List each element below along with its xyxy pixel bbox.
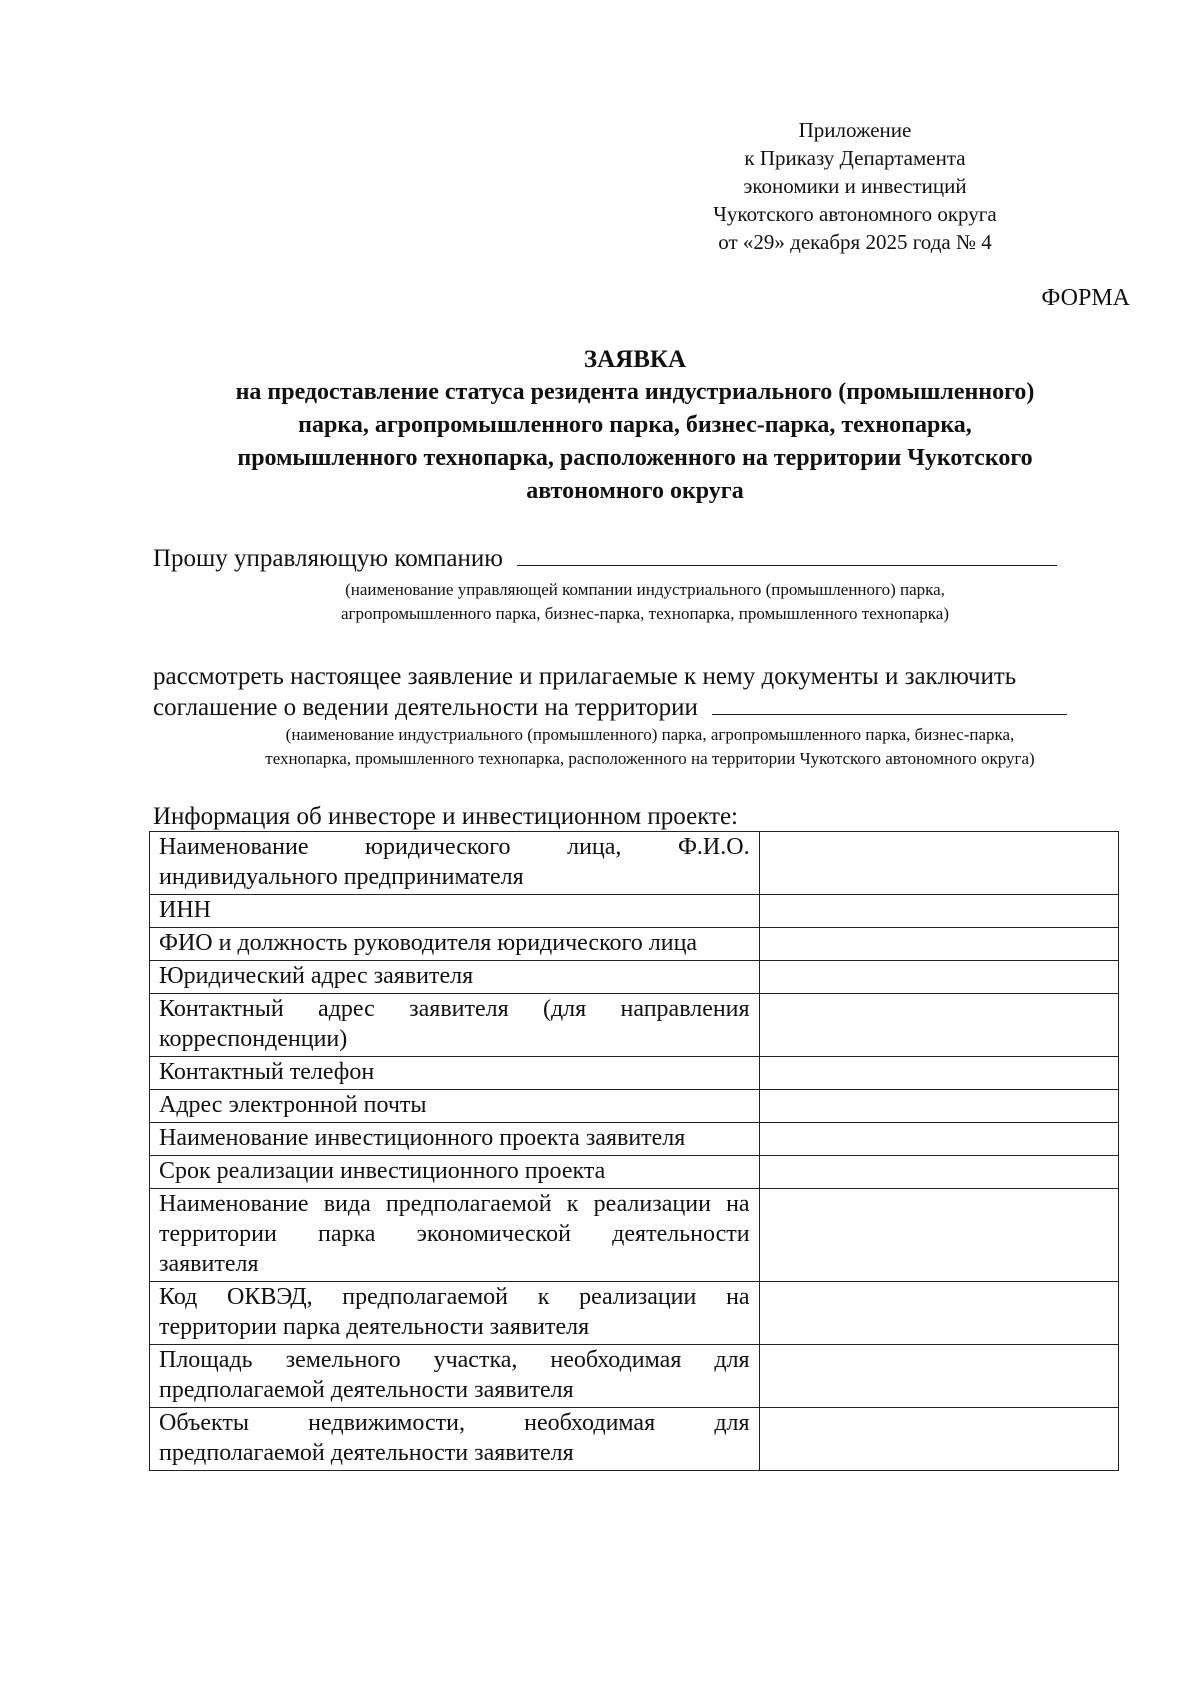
row-value-field[interactable] xyxy=(759,1189,1118,1282)
appendix-line: экономики и инвестиций xyxy=(743,174,967,198)
table-row xyxy=(150,928,1119,961)
row-value-field[interactable] xyxy=(759,832,1118,895)
row-value-field[interactable] xyxy=(759,1282,1118,1345)
title-line: на предоставление статуса резидента индустриального (промышленного) xyxy=(235,379,1035,405)
row-value-field[interactable] xyxy=(759,994,1118,1057)
appendix-line: Чукотского автономного округа xyxy=(713,202,997,226)
row-label: Площадь земельного участка, необходимая для предполагаемой деятельности заявителя xyxy=(150,1345,760,1408)
hint-line: агропромышленного парка, бизнес-парка, технопарка, промышленного технопарка) xyxy=(340,604,949,623)
info-table-caption: Информация об инвесторе и инвестиционном проекте: xyxy=(153,803,738,830)
row-label: Адрес электронной почты xyxy=(150,1090,760,1123)
row-label: ФИО и должность руководителя юридического лица xyxy=(150,928,760,961)
table-row xyxy=(150,1156,1119,1189)
park-name-field[interactable] xyxy=(712,692,1067,715)
row-value-field[interactable] xyxy=(759,961,1118,994)
row-value-field[interactable] xyxy=(759,1345,1118,1408)
appendix-line: от «29» декабря 2025 года № 4 xyxy=(718,230,992,254)
row-label: Контактный адрес заявителя (для направления корреспонденции) xyxy=(150,994,760,1057)
request-prefix: Прошу управляющую компанию xyxy=(153,545,503,572)
row-label: Код ОКВЭД, предполагаемой к реализации на территории парка деятельности заявителя xyxy=(150,1282,760,1345)
row-value-field[interactable] xyxy=(759,928,1118,961)
table-row xyxy=(150,994,1119,1057)
title-main: ЗАЯВКА xyxy=(583,346,687,373)
row-value-field[interactable] xyxy=(759,1156,1118,1189)
appendix-line: Приложение xyxy=(798,118,912,142)
row-value-field[interactable] xyxy=(759,1090,1118,1123)
appendix-line: к Приказу Департамента xyxy=(744,146,966,170)
park-name-hint xyxy=(170,723,1130,771)
request-line xyxy=(153,543,1103,574)
row-label: Объекты недвижимости, необходимая для предполагаемой деятельности заявителя xyxy=(150,1408,760,1471)
table-row xyxy=(150,1057,1119,1090)
row-label: Наименование юридического лица, Ф.И.О. индивидуального предпринимателя xyxy=(150,832,760,895)
row-value-field[interactable] xyxy=(759,1057,1118,1090)
consider-paragraph xyxy=(153,661,1133,723)
row-label: Наименование инвестиционного проекта заявителя xyxy=(150,1123,760,1156)
hint-line: (наименование индустриального (промышленного) парка, агропромышленного парка, бизнес-парка, xyxy=(285,725,1015,744)
title-line: парка, агропромышленного парка, бизнес-парка, технопарка, xyxy=(298,412,972,438)
investor-info-table xyxy=(149,831,1119,1471)
table-row xyxy=(150,1345,1119,1408)
row-value-field[interactable] xyxy=(759,1408,1118,1471)
row-label: Контактный телефон xyxy=(150,1057,760,1090)
consider-line-1: рассмотреть настоящее заявление и прилагаемые к нему документы и заключить xyxy=(153,663,1017,690)
title-line: автономного округа xyxy=(526,478,744,504)
title-line: промышленного технопарка, расположенного на территории Чукотского xyxy=(237,445,1033,471)
row-label: ИНН xyxy=(150,895,760,928)
hint-line: технопарка, промышленного технопарка, расположенного на территории Чукотского автономного округа) xyxy=(265,749,1035,768)
hint-line: (наименование управляющей компании индустриального (промышленного) парка, xyxy=(345,580,945,599)
row-label: Наименование вида предполагаемой к реализации на территории парка экономической деятельности заявителя xyxy=(150,1189,760,1282)
row-label: Юридический адрес заявителя xyxy=(150,961,760,994)
management-company-hint xyxy=(230,578,1060,626)
row-value-field[interactable] xyxy=(759,895,1118,928)
table-row xyxy=(150,961,1119,994)
management-company-field[interactable] xyxy=(517,543,1057,566)
row-label: Срок реализации инвестиционного проекта xyxy=(150,1156,760,1189)
table-row xyxy=(150,1123,1119,1156)
table-row xyxy=(150,832,1119,895)
row-value-field[interactable] xyxy=(759,1123,1118,1156)
form-label: ФОРМА xyxy=(1041,285,1130,311)
table-row xyxy=(150,1282,1119,1345)
table-row xyxy=(150,1189,1119,1282)
appendix-block xyxy=(690,116,1020,256)
table-row xyxy=(150,1408,1119,1471)
consider-line-2: соглашение о ведении деятельности на территории xyxy=(153,694,698,721)
table-row xyxy=(150,1090,1119,1123)
document-title xyxy=(150,343,1120,508)
consider-line-2-wrap xyxy=(153,692,1133,723)
table-row xyxy=(150,895,1119,928)
